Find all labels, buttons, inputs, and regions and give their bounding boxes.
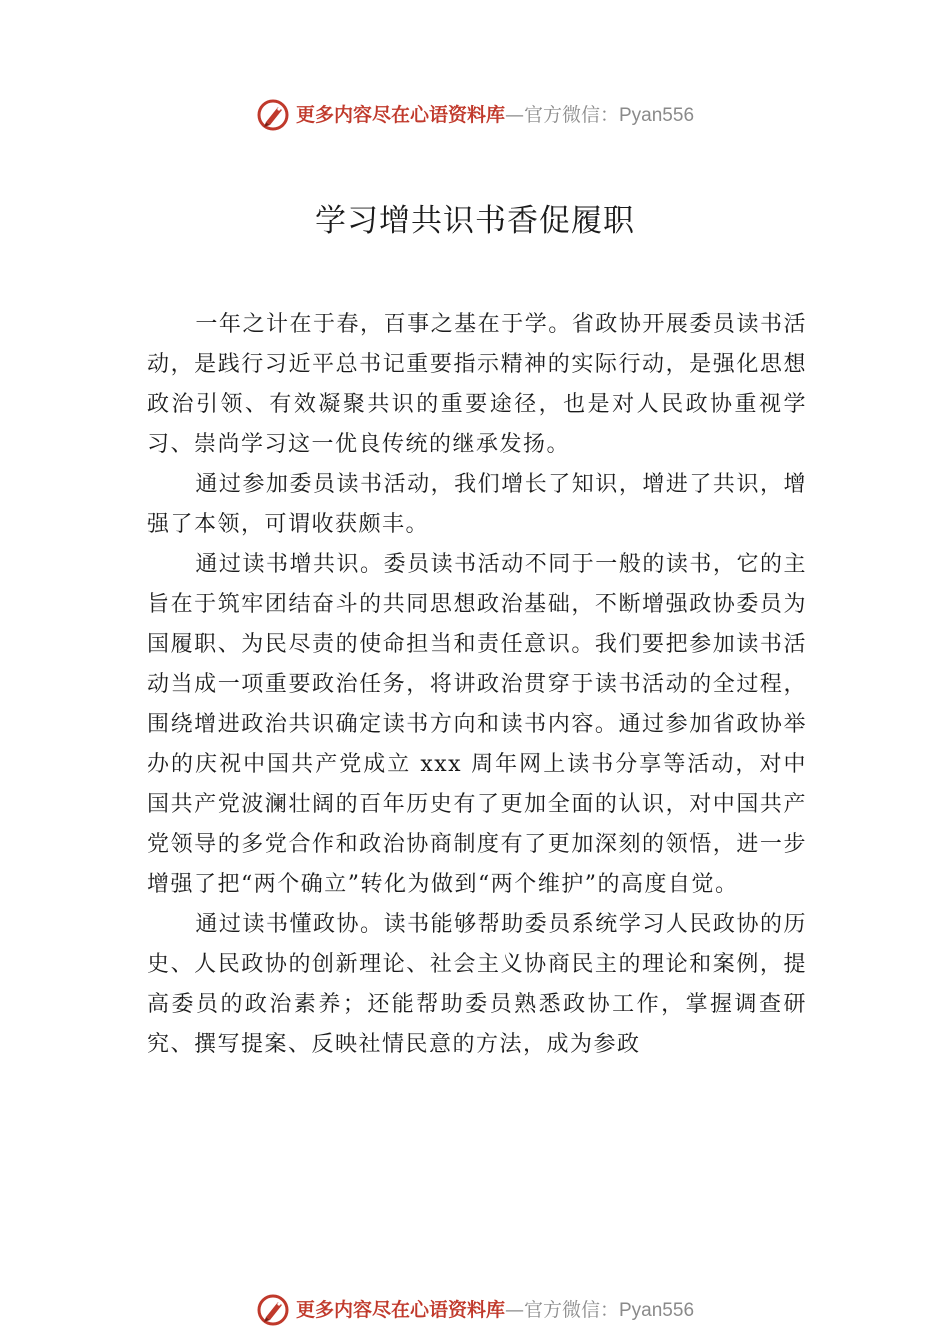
pen-logo-icon: [256, 1293, 290, 1327]
banner-dash: —: [504, 1298, 524, 1321]
banner-site-text: 更多内容尽在心语资料库: [295, 103, 505, 126]
paragraph-4: 通过读书懂政协。读书能够帮助委员系统学习人民政协的历史、人民政协的创新理论、社会主义协商民主的理论和案例，提高委员的政治素养；还能帮助委员熟悉政协工作，掌握调查研究、撰写提案、反映社情民意的方法，成为参政: [147, 912, 807, 1057]
header-banner: [0, 95, 950, 135]
footer-banner: [0, 1290, 950, 1330]
banner-wechat-label: 官方微信：: [523, 103, 619, 126]
document-title: 学习增共识书香促履职: [315, 203, 635, 239]
paragraph-3: 通过读书增共识。委员读书活动不同于一般的读书，它的主旨在于筑牢团结奋斗的共同思想政治基础，不断增强政协委员为国履职、为民尽责的使命担当和责任意识。我们要把参加读书活动当成一项重要政治任务，将讲政治贯穿于读书活动的全过程，围绕增进政治共识确定读书方向和读书内容。通过参加省政协举办的庆祝中国共产党成立 xxx 周年网上读书分享等活动，对中国共产党波澜壮阔的百年历史有了更加全面的认识，对中国共产党领导的多党合作和政治协商制度有了更加深刻的领悟，进一步增强了把“两个确立”转化为做到“两个维护”的高度自觉。: [147, 552, 807, 897]
banner-wechat-id: Pyan556: [619, 1299, 695, 1321]
banner-wechat-id: Pyan556: [619, 104, 695, 126]
pen-logo-icon: [256, 98, 290, 132]
banner-dash: —: [504, 103, 524, 126]
banner-label: [295, 1298, 695, 1321]
paragraph-1: 一年之计在于春，百事之基在于学。省政协开展委员读书活动，是践行习近平总书记重要指示精神的实际行动，是强化思想政治引领、有效凝聚共识的重要途径，也是对人民政协重视学习、崇尚学习这一优良传统的继承发扬。: [147, 312, 807, 457]
banner-site-text: 更多内容尽在心语资料库: [295, 1298, 505, 1321]
banner-wechat-label: 官方微信：: [523, 1298, 619, 1321]
document-body: [147, 305, 807, 1065]
banner-label: [295, 103, 695, 126]
paragraph-2: 通过参加委员读书活动，我们增长了知识，增进了共识，增强了本领，可谓收获颇丰。: [147, 472, 807, 537]
